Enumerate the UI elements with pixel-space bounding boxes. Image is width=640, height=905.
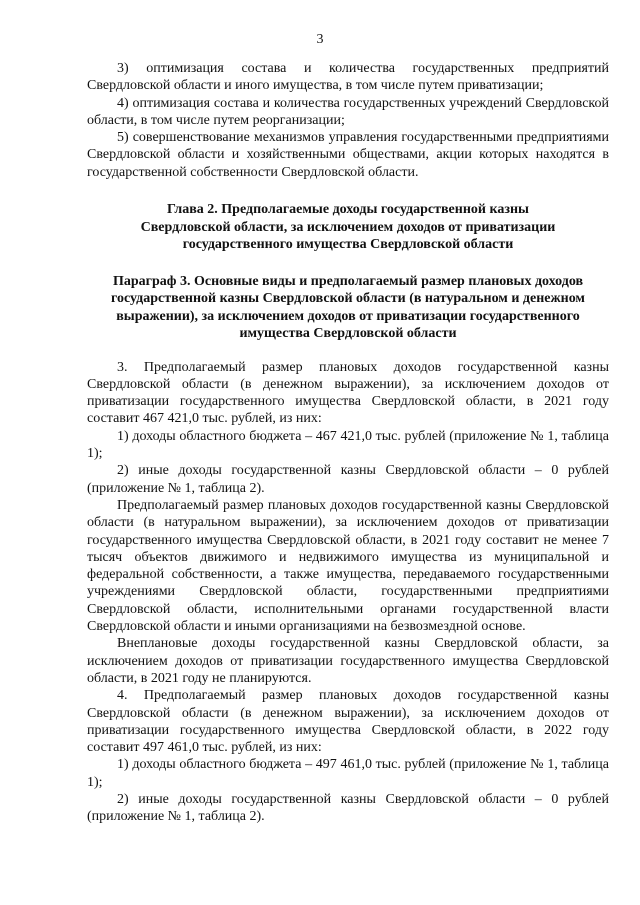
body-paragraph-item-3: 3. Предполагаемый размер плановых доходов государственной казны Свердловской области (в денежном выражении), за исключением доходов от приватизации государственного имущества Свердловской области, в 2021 году составит 467 421,0 тыс. рублей, из них: — [87, 359, 609, 427]
chapter-heading: Глава 2. Предполагаемые доходы государственной казны Свердловской области, за исключением доходов от приватизации государственного имущества Свердловской области — [140, 202, 556, 253]
paragraph-heading: Параграф 3. Основные виды и предполагаемый размер плановых доходов государственной казны Свердловской области (в натуральном и денежном выражении), за исключением доходов от приватизации государственного имущества Свердловской области — [111, 273, 585, 342]
body-paragraph-item-4: 4. Предполагаемый размер плановых доходов государственной казны Свердловской области (в денежном выражении), за исключением доходов от приватизации государственного имущества Свердловской области, в 2022 году составит 497 461,0 тыс. рублей, из них: — [87, 688, 609, 756]
body-subitem-1-2021: 1) доходы областного бюджета – 467 421,0 тыс. рублей (приложение № 1, таблица 1); — [87, 428, 609, 462]
body-subitem-2-2021: 2) иные доходы государственной казны Свердловской области – 0 рублей (приложение № 1, таблица 2). — [87, 463, 609, 496]
page-number: 3 — [316, 32, 324, 47]
body-paragraph-unplanned: Внеплановые доходы государственной казны Свердловской области, за исключением доходов от приватизации государственного имущества Свердловской области, в 2021 году не планируются. — [87, 636, 609, 686]
body-subitem-2-2022: 2) иные доходы государственной казны Свердловской области – 0 рублей (приложение № 1, таблица 2). — [87, 792, 609, 825]
body-subitem-1-2022: 1) доходы областного бюджета – 497 461,0 тыс. рублей (приложение № 1, таблица 1); — [87, 757, 609, 790]
list-item-3: 3) оптимизация состава и количества государственных предприятий Свердловской области и иного имущества, в том числе путем приватизации; — [87, 61, 609, 94]
list-item-4: 4) оптимизация состава и количества государственных учреждений Свердловской области, в том числе путем реорганизации; — [87, 95, 609, 128]
body-paragraph-natural: Предполагаемый размер плановых доходов государственной казны Свердловской области (в натуральном выражении), за исключением доходов от приватизации государственного имущества Свердловской области, в 2021 году составит не менее 7 тысяч объектов движимого и недвижимого имущества из муниципальной и федеральной собственности, а также имущества, передаваемого государственными учреждениями Свердловской области, государственными предприятиями Свердловской области, исполнительными органами государственной власти Свердловской области и иными организациями на безвозмездной основе. — [87, 497, 609, 635]
list-item-5: 5) совершенствование механизмов управления государственными предприятиями Свердловской области и хозяйственными обществами, акции которых находятся в государственной собственности Свердловской области. — [87, 130, 609, 180]
document-body — [87, 60, 609, 826]
